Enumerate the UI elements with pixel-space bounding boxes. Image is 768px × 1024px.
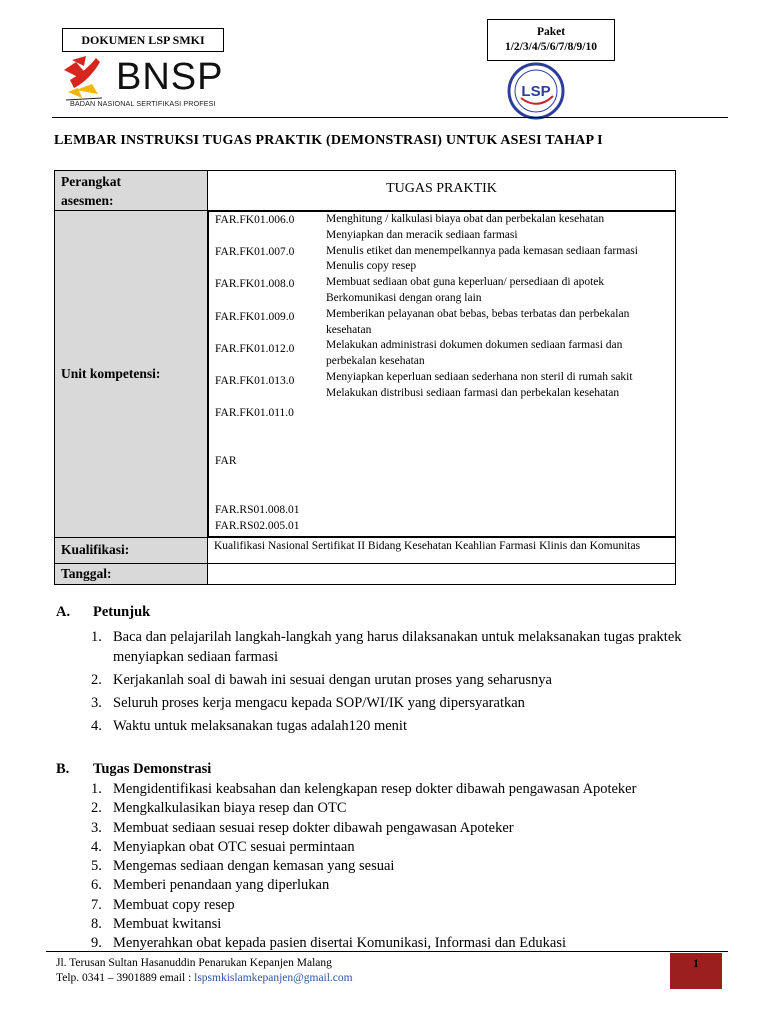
unit-description: kesehatan	[326, 323, 372, 336]
page-number-badge: 1	[670, 953, 722, 989]
tanggal-row	[55, 563, 676, 584]
unit-code: FAR.FK01.013.0	[215, 374, 295, 387]
unit-description: Membuat sediaan obat guna keperluan/ persediaan di apotek	[326, 276, 605, 289]
list-item-number: 5.	[91, 858, 102, 875]
bnsp-name: BNSP	[116, 56, 224, 98]
unit-description: Memberikan pelayanan obat bebas, bebas terbatas dan perbekalan	[326, 307, 630, 320]
bnsp-subtitle: BADAN NASIONAL SERTIFIKASI PROFESI	[70, 99, 216, 108]
list-item-text: Membuat copy resep	[113, 896, 235, 913]
footer-phone-email	[56, 971, 353, 986]
list-item	[91, 857, 731, 876]
list-item-number: 7.	[91, 896, 102, 913]
list-item	[91, 693, 731, 713]
page-title: LEMBAR INSTRUKSI TUGAS PRAKTIK (DEMONSTRASI) UNTUK ASESI TAHAP I	[54, 133, 603, 148]
kualifikasi-label: Kualifikasi:	[55, 537, 208, 563]
tugas-demonstrasi-list	[91, 780, 731, 954]
unit-code	[215, 292, 326, 308]
section-a-letter: A.	[56, 604, 71, 620]
unit-code: FAR.FK01.008.0	[215, 278, 295, 291]
unit-description: Berkomunikasi dengan orang lain	[326, 291, 482, 304]
list-item-text: Mengkalkulasikan biaya resep dan OTC	[113, 800, 347, 817]
list-item-text: Kerjakanlah soal di bawah ini sesuai dengan urutan proses yang seharusnya	[113, 672, 552, 688]
list-item-text: Mengemas sediaan dengan kemasan yang sesuai	[113, 858, 395, 875]
list-item-text: Waktu untuk melaksanakan tugas adalah120 menit	[113, 718, 407, 734]
unit-code: FAR.FK01.011.0	[215, 407, 294, 420]
list-item	[91, 876, 731, 895]
list-item-number: 2.	[91, 800, 102, 817]
list-item-text: Membuat sediaan sesuai resep dokter dibawah pengawasan Apoteker	[113, 819, 514, 836]
unit-descriptions-column	[326, 212, 669, 534]
section-b-heading	[56, 761, 211, 778]
paket-box	[487, 19, 615, 61]
unit-code	[215, 470, 326, 486]
list-item	[91, 627, 731, 667]
list-item-number: 8.	[91, 916, 102, 933]
unit-kompetensi-label: Unit kompetensi:	[55, 211, 208, 538]
unit-code	[215, 486, 326, 502]
list-item	[91, 896, 731, 915]
lsp-logo-icon	[507, 62, 565, 120]
unit-code: FAR.FK01.007.0	[215, 246, 295, 259]
list-item-text: Menyiapkan obat OTC sesuai permintaan	[113, 838, 355, 855]
footer-contact	[56, 956, 353, 986]
section-a-title: Petunjuk	[93, 604, 151, 620]
list-item	[91, 780, 731, 799]
assessment-info-table	[54, 170, 676, 585]
unit-code: FAR.RS01.008.01	[215, 503, 300, 516]
unit-description: Menulis copy resep	[326, 260, 417, 273]
list-item	[91, 838, 731, 857]
list-item	[91, 819, 731, 838]
lsp-name: LSP	[521, 83, 551, 100]
unit-kompetensi-row	[55, 211, 676, 538]
footer-address: Jl. Terusan Sultan Hasanuddin Penarukan Kepanjen Malang	[56, 957, 332, 969]
perangkat-label-line1: Perangkat	[61, 174, 121, 189]
list-item-number: 1.	[91, 781, 102, 797]
kualifikasi-row	[55, 537, 676, 563]
kualifikasi-value: Kualifikasi Nasional Sertifikat II Bidang Kesehatan Keahlian Farmasi Klinis dan Komunitas	[208, 537, 676, 563]
unit-description: Menyiapkan keperluan sediaan sederhana non steril di rumah sakit	[326, 370, 633, 383]
unit-code: FAR.FK01.009.0	[215, 310, 295, 323]
footer-phone: Telp. 0341 – 3901889 email :	[56, 972, 195, 984]
list-item-number: 1.	[91, 629, 102, 645]
list-item	[91, 915, 731, 934]
unit-code	[215, 325, 326, 341]
unit-code: FAR	[215, 455, 237, 468]
unit-description: Menghitung / kalkulasi biaya obat dan perbekalan kesehatan	[326, 213, 605, 225]
tugas-praktik-heading: TUGAS PRAKTIK	[208, 171, 676, 211]
list-item-text: Seluruh proses kerja mengacu kepada SOP/WI/IK yang dipersyaratkan	[113, 695, 525, 711]
list-item-number: 9.	[91, 935, 102, 952]
list-item-text: Mengidentifikasi keabsahan dan kelengkapan resep dokter dibawah pengawasan Apoteker	[113, 781, 637, 797]
list-item-number: 4.	[91, 838, 102, 855]
unit-code	[215, 421, 326, 437]
unit-description: Melakukan administrasi dokumen dokumen sediaan farmasi dan	[326, 339, 623, 352]
list-item-text: Memberi penandaan yang diperlukan	[113, 877, 330, 894]
section-a-heading	[56, 604, 150, 621]
list-item-number: 3.	[91, 695, 102, 711]
unit-code	[215, 357, 326, 373]
unit-code	[215, 228, 326, 244]
perangkat-label-line2: asesmen:	[61, 193, 114, 208]
paket-label: Paket	[536, 26, 566, 38]
unit-codes-column	[215, 212, 326, 534]
perangkat-row	[55, 171, 676, 211]
unit-code: FAR.FK01.012.0	[215, 342, 295, 355]
tanggal-label: Tanggal:	[55, 563, 208, 584]
unit-code	[215, 389, 326, 405]
list-item-number: 3.	[91, 819, 102, 836]
header-divider	[52, 117, 728, 118]
list-item-number: 6.	[91, 877, 102, 894]
unit-kompetensi-content	[208, 211, 676, 537]
footer-divider	[46, 951, 728, 952]
list-item-text: Menyerahkan obat kepada pasien disertai Komunikasi, Informasi dan Edukasi	[113, 935, 566, 952]
unit-description: perbekalan kesehatan	[326, 355, 425, 368]
list-item-text: Baca dan pelajarilah langkah-langkah yang harus dilaksanakan untuk melaksanakan tugas praktek menyiapkan sediaan farmasi	[113, 629, 682, 665]
document-label: DOKUMEN LSP SMKI	[62, 28, 224, 52]
unit-description: Melakukan distribusi sediaan farmasi dan perbekalan kesehatan	[326, 386, 620, 399]
unit-code	[215, 437, 326, 453]
unit-code: FAR.RS02.005.01	[215, 519, 300, 532]
section-b-letter: B.	[56, 761, 70, 777]
list-item-number: 4.	[91, 718, 102, 734]
list-item-text: Membuat kwitansi	[113, 916, 222, 933]
list-item	[91, 670, 731, 690]
tanggal-value	[208, 563, 676, 584]
unit-description: Menyiapkan dan meracik sediaan farmasi	[326, 228, 518, 241]
petunjuk-list	[91, 627, 731, 739]
paket-value: 1/2/3/4/5/6/7/8/9/10	[504, 41, 597, 53]
list-item	[91, 716, 731, 736]
unit-code: FAR.FK01.006.0	[215, 214, 295, 226]
section-b-title: Tugas Demonstrasi	[93, 761, 212, 777]
list-item-number: 2.	[91, 672, 102, 688]
unit-description: Menulis etiket dan menempelkannya pada kemasan sediaan farmasi	[326, 244, 638, 257]
footer-email-link[interactable]: lspsmkislamkepanjen@gmail.com	[194, 972, 353, 984]
list-item	[91, 799, 731, 818]
unit-code	[215, 260, 326, 276]
perangkat-label	[55, 171, 208, 211]
